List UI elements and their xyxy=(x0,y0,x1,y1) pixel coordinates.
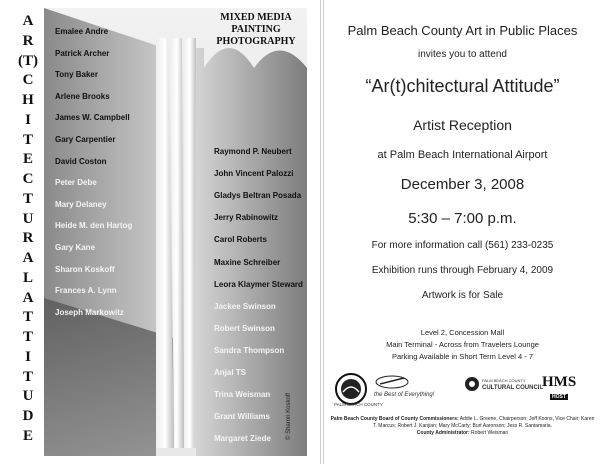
artist-name: Jackee Swinson xyxy=(214,301,276,311)
artist-name: Robert Swinson xyxy=(214,323,275,333)
media-item: PHOTOGRAPHY xyxy=(216,36,296,47)
artist-name: Tony Baker xyxy=(55,70,98,80)
vertical-title-letter: U xyxy=(22,210,34,227)
council-top: PALM BEACH COUNTY xyxy=(482,378,526,383)
exhibition-dates: Exhibition runs through February 4, 2009 xyxy=(371,265,554,276)
vertical-title-letter: U xyxy=(22,388,34,405)
hms-mark: HMS xyxy=(542,374,577,390)
vertical-title-letter: E xyxy=(22,427,33,444)
vertical-title-letter: T xyxy=(22,368,33,385)
vertical-title-letter: T xyxy=(22,329,33,345)
artist-name: Sharon Koskoff xyxy=(55,264,115,274)
vertical-title-letter: L xyxy=(22,269,33,286)
event-name: Artist Reception xyxy=(413,117,512,133)
vertical-title-letter: R xyxy=(22,230,34,247)
seal-icon xyxy=(334,372,368,406)
artist-name: Carol Roberts xyxy=(214,235,267,245)
event-date: December 3, 2008 xyxy=(400,176,525,193)
artist-name: Grant Williams xyxy=(214,412,270,422)
vertical-title-letter: R xyxy=(22,32,34,49)
artist-name: Margaret Ziede xyxy=(214,434,271,444)
vertical-title-letter: (T) xyxy=(18,52,38,69)
media-item: PAINTING xyxy=(231,24,281,35)
vertical-title-letter: A xyxy=(22,13,34,29)
photo-credit: © Sharon Koskoff xyxy=(286,392,292,440)
artist-name: James W. Campbell xyxy=(55,113,130,123)
artist-name: Joseph Markowitz xyxy=(55,307,124,317)
hms-sub: HOST xyxy=(552,394,566,400)
airport-icon xyxy=(372,372,432,392)
artist-name: Raymond P. Neubert xyxy=(214,147,292,156)
vertical-title-letter: I xyxy=(25,111,31,128)
venue: at Palm Beach International Airport xyxy=(377,149,548,161)
artist-name: David Coston xyxy=(55,156,107,166)
vertical-title-letter: C xyxy=(22,171,34,187)
artist-name: Emalee Andre xyxy=(55,27,109,36)
host-organization: Palm Beach County Art in Public Places xyxy=(347,23,578,38)
credits-footer xyxy=(330,416,595,437)
vertical-title-letter: A xyxy=(22,289,34,306)
artist-name: Anjal TS xyxy=(214,368,247,377)
location-line: Main Terminal - Across from Travelers Lounge xyxy=(386,340,539,349)
sale-note: Artwork is for Sale xyxy=(421,290,504,301)
artist-name: Sandra Thompson xyxy=(214,345,285,355)
airport-logo xyxy=(372,372,435,406)
artist-name: Frances A. Lynn xyxy=(55,286,117,296)
exhibition-title: “Ar(t)chitectural Attitude” xyxy=(365,76,560,96)
artist-name: Gladys Beltran Posada xyxy=(214,191,302,201)
artist-name: Gary Kane xyxy=(55,243,96,252)
vertical-title-letter: A xyxy=(22,250,34,266)
pbc-seal-logo xyxy=(334,372,383,407)
council-icon xyxy=(464,376,480,392)
vertical-title-letter: T xyxy=(22,190,33,207)
administrator-label: County Administrator: xyxy=(416,430,470,436)
vertical-title-letter: H xyxy=(22,92,34,108)
artist-name: Peter Debe xyxy=(55,178,97,188)
vertical-title-letter: I xyxy=(25,348,31,365)
artist-name: Trina Weisman xyxy=(214,390,271,400)
vertical-title-letter: C xyxy=(22,72,34,89)
vertical-title xyxy=(14,14,42,444)
artist-name: Arlene Brooks xyxy=(55,91,110,101)
airport-tagline: the Best of Everything! xyxy=(374,392,435,398)
artist-name: Leora Klaymer Steward xyxy=(214,279,303,289)
cultural-council-logo xyxy=(464,372,544,406)
event-time: 5:30 – 7:00 p.m. xyxy=(408,210,517,227)
artist-name: Gary Carpentier xyxy=(55,135,116,144)
location-line: Parking Available in Short Term Level 4 - 7 xyxy=(391,352,534,361)
invite-line: invites you to attend xyxy=(418,49,507,60)
artist-name: Patrick Archer xyxy=(55,48,110,58)
location-line: Level 2, Concession Mall xyxy=(420,328,505,337)
artist-name: Mary Delaney xyxy=(55,199,107,209)
info-phone: For more information call (561) 233-0235 xyxy=(371,240,554,251)
invitation-back-panel xyxy=(323,0,600,464)
artist-name: John Vincent Palozzi xyxy=(214,169,294,179)
administrator-name: Robert Weisman xyxy=(471,430,509,436)
artist-name: Heide M. den Hartog xyxy=(55,221,133,231)
artist-name: Maxine Schreiber xyxy=(214,257,281,267)
commissioners-label: Palm Beach County Board of County Commissioners: xyxy=(330,416,459,422)
commissioners-list: Addie L. Greene, Chairperson; Jeff Koons, Vice Chair; Karen T. Marcus; Robert J. Kanjian; Mary McCarty; Burt Aaronson; Jess R. Santamaria. xyxy=(373,416,595,429)
media-list xyxy=(206,12,306,48)
hms-host-logo xyxy=(540,372,584,406)
vertical-title-letter: T xyxy=(22,309,33,326)
vertical-title-letter: T xyxy=(22,131,33,148)
council-name: CULTURAL COUNCIL xyxy=(482,385,544,391)
media-item: MIXED MEDIA xyxy=(220,12,292,23)
vertical-title-letter: D xyxy=(22,408,34,424)
artist-name: Jerry Rabinowitz xyxy=(214,213,279,223)
seal-caption: PALM BEACH COUNTY xyxy=(334,402,383,407)
vertical-title-letter: E xyxy=(22,151,33,168)
